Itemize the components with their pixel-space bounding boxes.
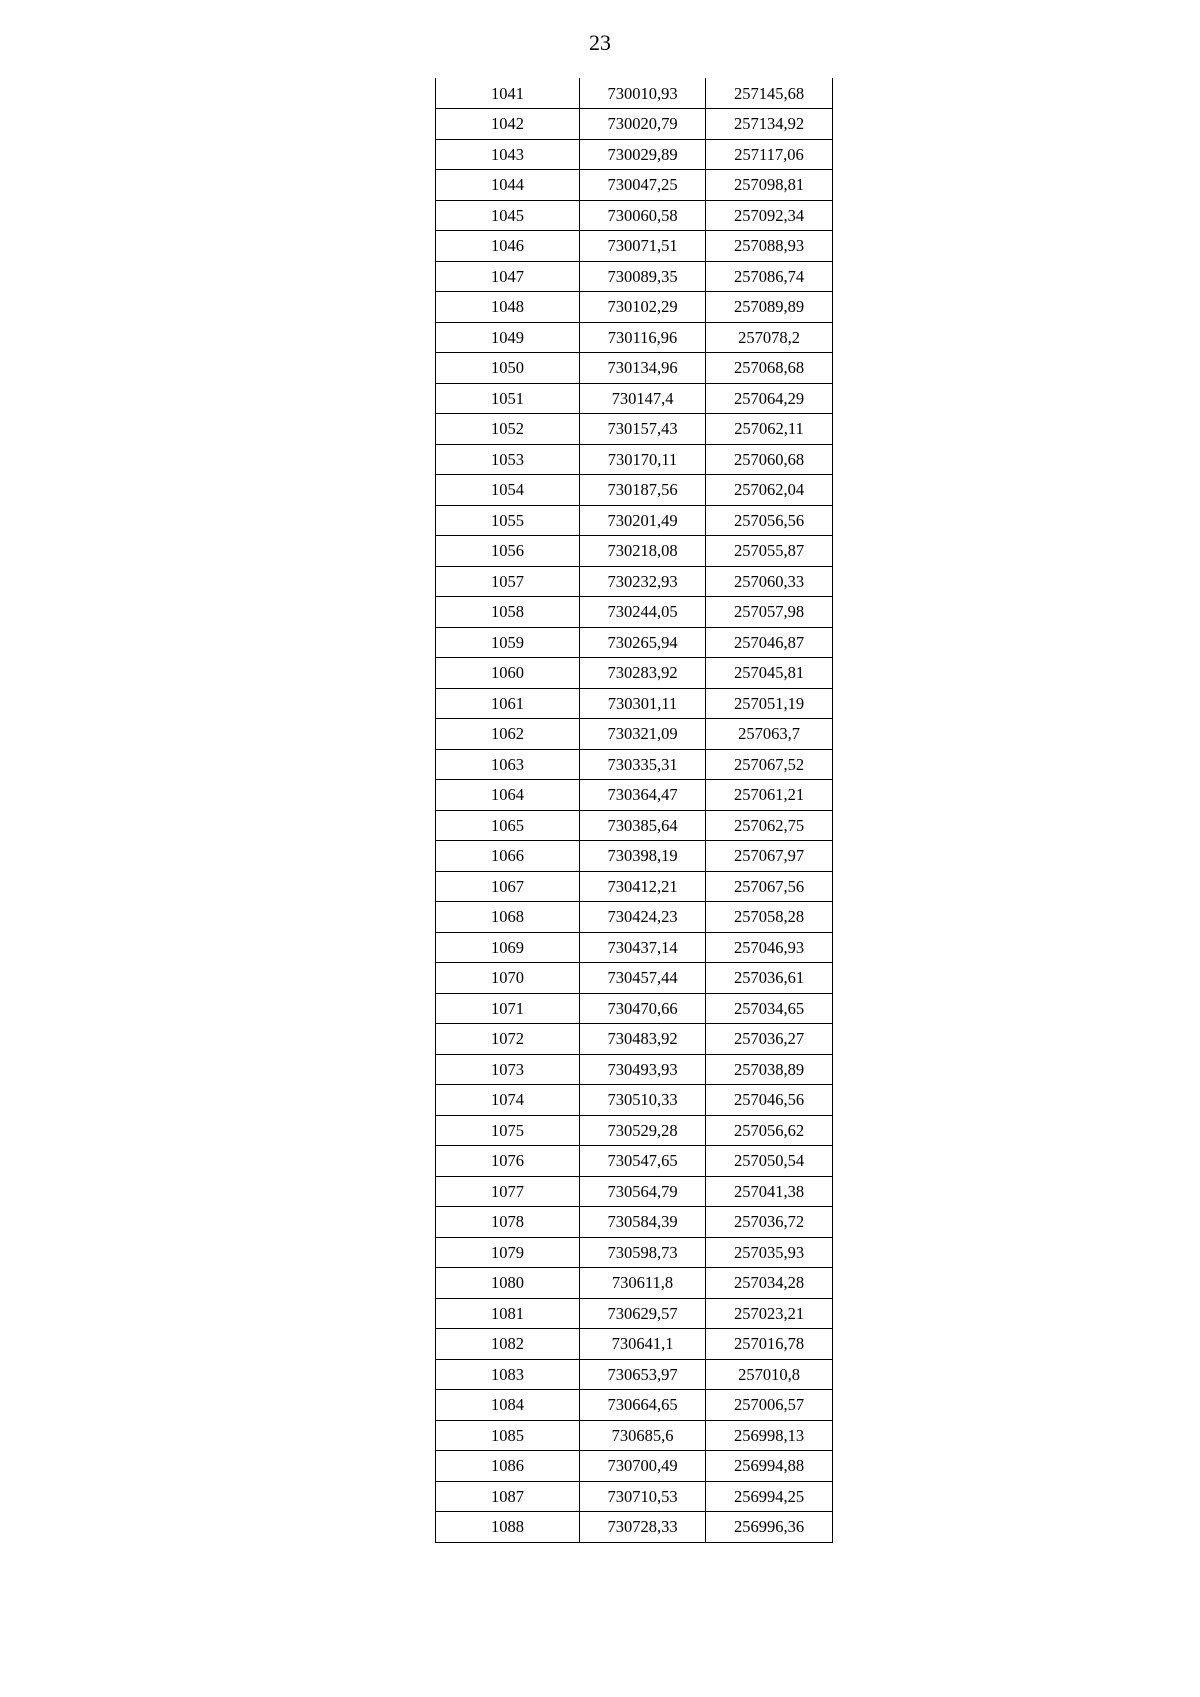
table-row [436,383,833,414]
point-number-cell: 1043 [436,139,580,170]
point-number-cell: 1066 [436,841,580,872]
table-row [436,1298,833,1329]
x-coordinate-cell: 730157,43 [580,414,706,445]
point-number-cell: 1042 [436,109,580,140]
x-coordinate-cell: 730265,94 [580,627,706,658]
y-coordinate-cell: 257089,89 [706,292,833,323]
table-row [436,1359,833,1390]
y-coordinate-cell: 257062,11 [706,414,833,445]
x-coordinate-cell: 730029,89 [580,139,706,170]
y-coordinate-cell: 257035,93 [706,1237,833,1268]
point-number-cell: 1080 [436,1268,580,1299]
table-row [436,658,833,689]
point-number-cell: 1055 [436,505,580,536]
x-coordinate-cell: 730653,97 [580,1359,706,1390]
y-coordinate-cell: 257057,98 [706,597,833,628]
table-row [436,109,833,140]
x-coordinate-cell: 730629,57 [580,1298,706,1329]
table-row [436,1237,833,1268]
y-coordinate-cell: 257086,74 [706,261,833,292]
y-coordinate-cell: 257038,89 [706,1054,833,1085]
point-number-cell: 1064 [436,780,580,811]
table-row [436,1268,833,1299]
x-coordinate-cell: 730218,08 [580,536,706,567]
point-number-cell: 1071 [436,993,580,1024]
table-row [436,810,833,841]
x-coordinate-cell: 730321,09 [580,719,706,750]
y-coordinate-cell: 257045,81 [706,658,833,689]
point-number-cell: 1065 [436,810,580,841]
y-coordinate-cell: 257063,7 [706,719,833,750]
table-row [436,292,833,323]
x-coordinate-cell: 730547,65 [580,1146,706,1177]
point-number-cell: 1075 [436,1115,580,1146]
point-number-cell: 1081 [436,1298,580,1329]
table-row [436,566,833,597]
table-row [436,719,833,750]
x-coordinate-cell: 730147,4 [580,383,706,414]
x-coordinate-cell: 730493,93 [580,1054,706,1085]
table-row [436,139,833,170]
x-coordinate-cell: 730728,33 [580,1512,706,1543]
y-coordinate-cell: 257034,28 [706,1268,833,1299]
x-coordinate-cell: 730437,14 [580,932,706,963]
y-coordinate-cell: 257061,21 [706,780,833,811]
table-row [436,261,833,292]
x-coordinate-cell: 730232,93 [580,566,706,597]
y-coordinate-cell: 257145,68 [706,78,833,109]
x-coordinate-cell: 730385,64 [580,810,706,841]
y-coordinate-cell: 257088,93 [706,231,833,262]
x-coordinate-cell: 730483,92 [580,1024,706,1055]
y-coordinate-cell: 257056,56 [706,505,833,536]
y-coordinate-cell: 256996,36 [706,1512,833,1543]
point-number-cell: 1086 [436,1451,580,1482]
table-row [436,353,833,384]
y-coordinate-cell: 257067,56 [706,871,833,902]
y-coordinate-cell: 257134,92 [706,109,833,140]
point-number-cell: 1077 [436,1176,580,1207]
point-number-cell: 1084 [436,1390,580,1421]
x-coordinate-cell: 730529,28 [580,1115,706,1146]
y-coordinate-cell: 257068,68 [706,353,833,384]
table-row [436,1115,833,1146]
y-coordinate-cell: 257058,28 [706,902,833,933]
table-row [436,780,833,811]
point-number-cell: 1056 [436,536,580,567]
table-row [436,78,833,109]
table-row [436,414,833,445]
y-coordinate-cell: 257098,81 [706,170,833,201]
point-number-cell: 1060 [436,658,580,689]
x-coordinate-cell: 730564,79 [580,1176,706,1207]
y-coordinate-cell: 257023,21 [706,1298,833,1329]
x-coordinate-cell: 730060,58 [580,200,706,231]
table-row [436,231,833,262]
point-number-cell: 1073 [436,1054,580,1085]
y-coordinate-cell: 257067,97 [706,841,833,872]
point-number-cell: 1057 [436,566,580,597]
x-coordinate-cell: 730510,33 [580,1085,706,1116]
table-row [436,1451,833,1482]
x-coordinate-cell: 730412,21 [580,871,706,902]
table-row [436,170,833,201]
x-coordinate-cell: 730364,47 [580,780,706,811]
y-coordinate-cell: 257060,68 [706,444,833,475]
table-row [436,902,833,933]
x-coordinate-cell: 730611,8 [580,1268,706,1299]
x-coordinate-cell: 730664,65 [580,1390,706,1421]
y-coordinate-cell: 257006,57 [706,1390,833,1421]
point-number-cell: 1079 [436,1237,580,1268]
table-row [436,1146,833,1177]
table-row [436,322,833,353]
x-coordinate-cell: 730457,44 [580,963,706,994]
table-row [436,1085,833,1116]
table-row [436,1024,833,1055]
x-coordinate-cell: 730710,53 [580,1481,706,1512]
table-row [436,1054,833,1085]
y-coordinate-cell: 256998,13 [706,1420,833,1451]
table-row [436,1390,833,1421]
x-coordinate-cell: 730089,35 [580,261,706,292]
point-number-cell: 1051 [436,383,580,414]
y-coordinate-cell: 257046,87 [706,627,833,658]
x-coordinate-cell: 730170,11 [580,444,706,475]
y-coordinate-cell: 257041,38 [706,1176,833,1207]
point-number-cell: 1053 [436,444,580,475]
table-row [436,749,833,780]
x-coordinate-cell: 730116,96 [580,322,706,353]
point-number-cell: 1062 [436,719,580,750]
x-coordinate-cell: 730301,11 [580,688,706,719]
point-number-cell: 1076 [436,1146,580,1177]
y-coordinate-cell: 257046,93 [706,932,833,963]
x-coordinate-cell: 730283,92 [580,658,706,689]
table-row [436,627,833,658]
table-row [436,475,833,506]
page-number: 23 [589,30,611,55]
table-row [436,505,833,536]
x-coordinate-cell: 730047,25 [580,170,706,201]
point-number-cell: 1059 [436,627,580,658]
coordinates-table-body [436,78,833,1542]
table-row [436,597,833,628]
point-number-cell: 1052 [436,414,580,445]
y-coordinate-cell: 256994,88 [706,1451,833,1482]
table-row [436,963,833,994]
point-number-cell: 1083 [436,1359,580,1390]
x-coordinate-cell: 730335,31 [580,749,706,780]
x-coordinate-cell: 730584,39 [580,1207,706,1238]
point-number-cell: 1044 [436,170,580,201]
point-number-cell: 1067 [436,871,580,902]
coordinates-table [435,78,833,1543]
y-coordinate-cell: 257034,65 [706,993,833,1024]
y-coordinate-cell: 257064,29 [706,383,833,414]
y-coordinate-cell: 257046,56 [706,1085,833,1116]
table-row [436,688,833,719]
table-row [436,1420,833,1451]
y-coordinate-cell: 257036,27 [706,1024,833,1055]
x-coordinate-cell: 730398,19 [580,841,706,872]
y-coordinate-cell: 257067,52 [706,749,833,780]
point-number-cell: 1082 [436,1329,580,1360]
point-number-cell: 1069 [436,932,580,963]
point-number-cell: 1041 [436,78,580,109]
point-number-cell: 1061 [436,688,580,719]
table-row [436,1176,833,1207]
y-coordinate-cell: 257010,8 [706,1359,833,1390]
x-coordinate-cell: 730470,66 [580,993,706,1024]
point-number-cell: 1049 [436,322,580,353]
x-coordinate-cell: 730700,49 [580,1451,706,1482]
point-number-cell: 1074 [436,1085,580,1116]
point-number-cell: 1085 [436,1420,580,1451]
x-coordinate-cell: 730424,23 [580,902,706,933]
x-coordinate-cell: 730010,93 [580,78,706,109]
point-number-cell: 1063 [436,749,580,780]
point-number-cell: 1088 [436,1512,580,1543]
y-coordinate-cell: 257051,19 [706,688,833,719]
y-coordinate-cell: 257036,72 [706,1207,833,1238]
y-coordinate-cell: 257050,54 [706,1146,833,1177]
y-coordinate-cell: 257062,75 [706,810,833,841]
y-coordinate-cell: 257016,78 [706,1329,833,1360]
point-number-cell: 1058 [436,597,580,628]
table-row [436,536,833,567]
x-coordinate-cell: 730685,6 [580,1420,706,1451]
x-coordinate-cell: 730102,29 [580,292,706,323]
x-coordinate-cell: 730244,05 [580,597,706,628]
table-row [436,1329,833,1360]
table-row [436,200,833,231]
x-coordinate-cell: 730134,96 [580,353,706,384]
table-row [436,841,833,872]
point-number-cell: 1054 [436,475,580,506]
x-coordinate-cell: 730187,56 [580,475,706,506]
table-row [436,932,833,963]
point-number-cell: 1046 [436,231,580,262]
x-coordinate-cell: 730598,73 [580,1237,706,1268]
x-coordinate-cell: 730641,1 [580,1329,706,1360]
y-coordinate-cell: 257092,34 [706,200,833,231]
point-number-cell: 1072 [436,1024,580,1055]
y-coordinate-cell: 257036,61 [706,963,833,994]
table-row [436,871,833,902]
point-number-cell: 1047 [436,261,580,292]
point-number-cell: 1068 [436,902,580,933]
y-coordinate-cell: 256994,25 [706,1481,833,1512]
table-row [436,1512,833,1543]
y-coordinate-cell: 257056,62 [706,1115,833,1146]
point-number-cell: 1048 [436,292,580,323]
table-row [436,1481,833,1512]
y-coordinate-cell: 257062,04 [706,475,833,506]
table-row [436,1207,833,1238]
y-coordinate-cell: 257117,06 [706,139,833,170]
x-coordinate-cell: 730020,79 [580,109,706,140]
point-number-cell: 1070 [436,963,580,994]
table-row [436,993,833,1024]
table-row [436,444,833,475]
point-number-cell: 1087 [436,1481,580,1512]
point-number-cell: 1050 [436,353,580,384]
point-number-cell: 1045 [436,200,580,231]
x-coordinate-cell: 730071,51 [580,231,706,262]
y-coordinate-cell: 257078,2 [706,322,833,353]
point-number-cell: 1078 [436,1207,580,1238]
x-coordinate-cell: 730201,49 [580,505,706,536]
y-coordinate-cell: 257060,33 [706,566,833,597]
y-coordinate-cell: 257055,87 [706,536,833,567]
